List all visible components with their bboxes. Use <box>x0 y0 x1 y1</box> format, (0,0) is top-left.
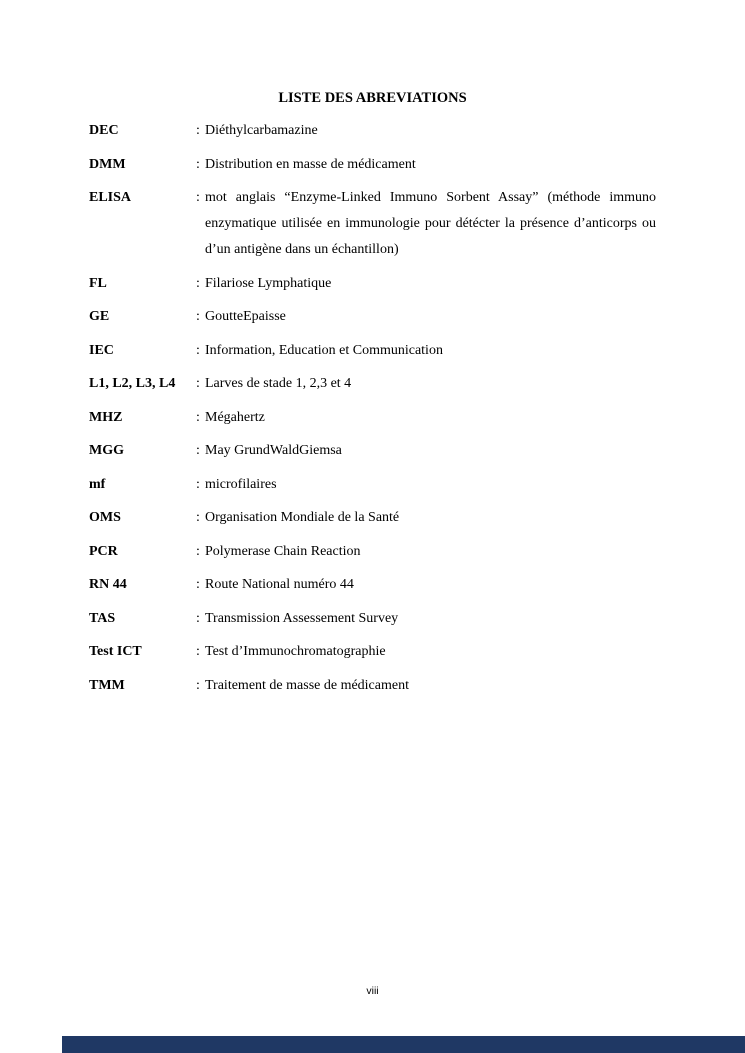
abbreviation-term: IEC <box>89 342 114 358</box>
abbreviation-definition: Filariose Lymphatique <box>205 275 332 291</box>
abbreviation-row <box>89 371 656 397</box>
abbreviation-term: mf <box>89 476 106 492</box>
colon-separator: : <box>196 543 200 559</box>
abbreviation-row <box>89 185 656 263</box>
abbreviation-term: PCR <box>89 543 118 559</box>
abbreviation-row <box>89 539 656 565</box>
colon-separator: : <box>196 677 200 693</box>
abbreviation-definition: May GrundWaldGiemsa <box>205 443 342 458</box>
abbreviation-definition: mot anglais “Enzyme-Linked Immuno Sorbent Assay” (méthode immuno enzymatique utilisée en immunologie pour détécter la présence d’anticorps ou d’un antigène dans un échantillon) <box>205 190 656 257</box>
abbreviation-row <box>89 639 656 665</box>
page-title: LISTE DES ABREVIATIONS <box>278 90 467 106</box>
abbreviation-definition: Mégahertz <box>205 409 265 425</box>
abbreviation-term: MGG <box>89 443 124 458</box>
abbreviation-term: MHZ <box>89 409 123 425</box>
abbreviation-definition: Information, Education et Communication <box>205 342 443 358</box>
abbreviation-definition: Transmission Assessement Survey <box>205 610 399 626</box>
colon-separator: : <box>196 476 200 492</box>
abbreviation-term: ELISA <box>89 190 132 205</box>
abbreviation-definition: Diéthylcarbamazine <box>205 123 318 138</box>
abbreviation-row <box>89 673 656 699</box>
colon-separator: : <box>196 275 200 291</box>
abbreviation-term: DMM <box>89 156 126 172</box>
abbreviation-row <box>89 606 656 632</box>
abbreviation-definition: Test d’Immunochromatographie <box>205 644 386 659</box>
abbreviation-term: RN 44 <box>89 577 127 592</box>
abbreviation-definition: microfilaires <box>205 476 277 492</box>
abbreviation-row <box>89 438 656 464</box>
abbreviation-term: FL <box>89 275 107 291</box>
colon-separator: : <box>196 342 200 358</box>
abbreviation-row <box>89 271 656 297</box>
abbreviation-row <box>89 472 656 498</box>
colon-separator: : <box>196 510 200 525</box>
abbreviation-row <box>89 572 656 598</box>
abbreviation-list <box>89 118 656 699</box>
abbreviation-definition: Larves de stade 1, 2,3 et 4 <box>205 376 352 391</box>
colon-separator: : <box>196 610 200 626</box>
abbreviation-row <box>89 304 656 330</box>
footer-bar <box>62 1036 745 1053</box>
abbreviation-row <box>89 338 656 364</box>
colon-separator: : <box>196 190 200 205</box>
colon-separator: : <box>196 309 200 324</box>
abbreviation-definition: Organisation Mondiale de la Santé <box>205 510 400 525</box>
abbreviation-row <box>89 405 656 431</box>
abbreviation-term: TMM <box>89 677 125 693</box>
colon-separator: : <box>196 443 200 458</box>
colon-separator: : <box>196 644 200 659</box>
colon-separator: : <box>196 156 200 172</box>
colon-separator: : <box>196 409 200 425</box>
page-number: viii <box>366 985 379 997</box>
abbreviation-term: Test ICT <box>89 644 142 659</box>
abbreviation-row <box>89 118 656 144</box>
colon-separator: : <box>196 376 200 391</box>
abbreviation-row <box>89 505 656 531</box>
colon-separator: : <box>196 123 200 138</box>
abbreviation-definition: Polymerase Chain Reaction <box>205 543 361 559</box>
colon-separator: : <box>196 577 200 592</box>
abbreviation-definition: Distribution en masse de médicament <box>205 156 416 172</box>
abbreviation-definition: Route National numéro 44 <box>205 577 354 592</box>
abbreviation-definition: GoutteEpaisse <box>205 309 286 324</box>
abbreviation-row <box>89 152 656 178</box>
abbreviation-term: DEC <box>89 123 119 138</box>
abbreviation-term: L1, L2, L3, L4 <box>89 376 176 391</box>
abbreviation-term: OMS <box>89 510 121 525</box>
abbreviation-term: GE <box>89 309 110 324</box>
abbreviation-term: TAS <box>89 610 116 626</box>
abbreviation-definition: Traitement de masse de médicament <box>205 677 409 693</box>
